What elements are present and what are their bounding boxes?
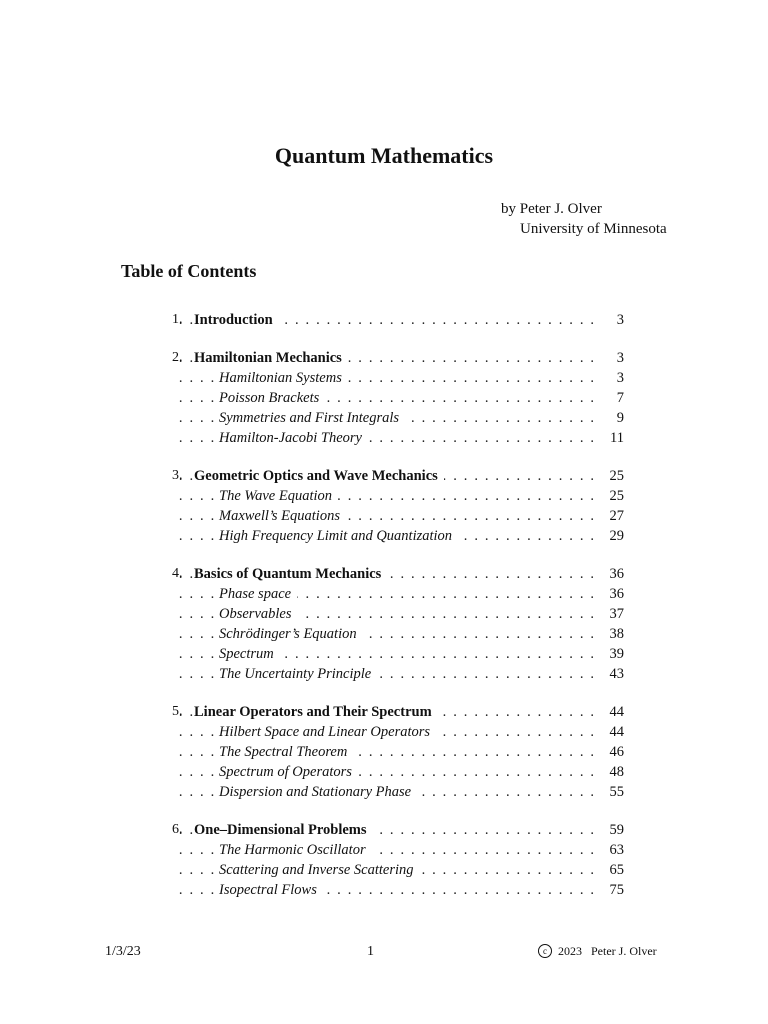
toc-heading: Table of Contents — [121, 261, 257, 281]
toc-subsection-entry[interactable] — [172, 860, 624, 880]
subsection-title: Hilbert Space and Linear Operators — [219, 722, 436, 742]
author-affiliation: University of Minnesota — [520, 221, 667, 237]
subsection-page: 39 — [604, 644, 625, 664]
section-title: Hamiltonian Mechanics — [194, 348, 348, 368]
subsection-page: 63 — [604, 840, 625, 860]
toc-subsection-entry[interactable] — [172, 840, 624, 860]
toc-subsection-entry[interactable] — [172, 644, 624, 664]
subsection-title: Spectrum of Operators — [219, 762, 358, 782]
toc-subsection-entry[interactable] — [172, 604, 624, 624]
toc-section-entry[interactable] — [172, 820, 624, 840]
toc-subsection-entry[interactable] — [172, 368, 624, 388]
section-number: 3. — [172, 468, 183, 483]
subsection-page: 48 — [604, 762, 625, 782]
subsection-page: 75 — [604, 880, 625, 900]
section-number: 6. — [172, 822, 183, 837]
subsection-title: Dispersion and Stationary Phase — [219, 782, 417, 802]
table-of-contents — [172, 310, 624, 918]
toc-subsection-entry[interactable] — [172, 782, 624, 802]
subsection-page: 7 — [611, 388, 624, 408]
section-page: 3 — [611, 310, 624, 330]
toc-subsection-entry[interactable] — [172, 388, 624, 408]
subsection-page: 25 — [604, 486, 625, 506]
toc-subsection-entry[interactable] — [172, 624, 624, 644]
subsection-title: Poisson Brackets — [219, 388, 325, 408]
section-number: 2. — [172, 350, 183, 365]
subsection-title: Symmetries and First Integrals — [219, 408, 405, 428]
toc-section-entry[interactable] — [172, 564, 624, 584]
subsection-page: 3 — [611, 368, 624, 388]
toc-section-entry[interactable] — [172, 310, 624, 330]
section-title: Geometric Optics and Wave Mechanics — [194, 466, 444, 486]
toc-subsection-entry[interactable] — [172, 428, 624, 448]
subsection-page: 11 — [604, 428, 624, 448]
subsection-title: Scattering and Inverse Scattering — [219, 860, 420, 880]
subsection-title: Spectrum — [219, 644, 280, 664]
toc-section — [172, 466, 624, 546]
toc-subsection-entry[interactable] — [172, 526, 624, 546]
toc-section — [172, 310, 624, 330]
copyright-owner: Peter J. Olver — [591, 944, 657, 958]
section-title: Linear Operators and Their Spectrum — [194, 702, 438, 722]
subsection-page: 43 — [604, 664, 625, 684]
subsection-title: Isopectral Flows — [219, 880, 323, 900]
subsection-page: 65 — [604, 860, 625, 880]
section-title: Introduction — [194, 310, 279, 330]
copyright-icon: c — [538, 944, 552, 958]
toc-section — [172, 702, 624, 802]
subsection-page: 55 — [604, 782, 625, 802]
toc-subsection-entry[interactable] — [172, 408, 624, 428]
subsection-page: 38 — [604, 624, 625, 644]
subsection-title: The Wave Equation — [219, 486, 338, 506]
toc-subsection-entry[interactable] — [172, 742, 624, 762]
subsection-title: Observables — [219, 604, 298, 624]
toc-subsection-entry[interactable] — [172, 486, 624, 506]
footer-date: 1/3/23 — [105, 944, 141, 959]
toc-section-entry[interactable] — [172, 702, 624, 722]
subsection-page: 27 — [604, 506, 625, 526]
subsection-title: Maxwell’s Equations — [219, 506, 346, 526]
section-page: 36 — [604, 564, 625, 584]
section-title: One–Dimensional Problems — [194, 820, 373, 840]
footer-copyright — [538, 944, 657, 959]
toc-subsection-entry[interactable] — [172, 722, 624, 742]
toc-section-entry[interactable] — [172, 466, 624, 486]
toc-section — [172, 564, 624, 684]
subsection-page: 29 — [604, 526, 625, 546]
toc-subsection-entry[interactable] — [172, 506, 624, 526]
toc-subsection-entry[interactable] — [172, 584, 624, 604]
subsection-title: Phase space — [219, 584, 297, 604]
subsection-title: Hamiltonian Systems — [219, 368, 348, 388]
section-title: Basics of Quantum Mechanics — [194, 564, 387, 584]
footer-page-number: 1 — [367, 944, 374, 959]
section-number: 5. — [172, 704, 183, 719]
subsection-title: The Uncertainty Principle — [219, 664, 377, 684]
author-name: by Peter J. Olver — [501, 201, 602, 217]
toc-section-entry[interactable] — [172, 348, 624, 368]
toc-section — [172, 348, 624, 448]
section-page: 25 — [604, 466, 625, 486]
subsection-title: Schrödinger’s Equation — [219, 624, 363, 644]
toc-section — [172, 820, 624, 900]
subsection-page: 36 — [604, 584, 625, 604]
subsection-title: Hamilton-Jacobi Theory — [219, 428, 368, 448]
copyright-year: 2023 — [558, 944, 582, 958]
section-page: 59 — [604, 820, 625, 840]
section-page: 3 — [611, 348, 624, 368]
document-title: Quantum Mathematics — [274, 143, 494, 168]
toc-subsection-entry[interactable] — [172, 664, 624, 684]
subsection-page: 44 — [604, 722, 625, 742]
subsection-title: The Spectral Theorem — [219, 742, 353, 762]
toc-subsection-entry[interactable] — [172, 762, 624, 782]
section-page: 44 — [604, 702, 625, 722]
subsection-title: The Harmonic Oscillator — [219, 840, 372, 860]
subsection-page: 9 — [611, 408, 624, 428]
subsection-title: High Frequency Limit and Quantization — [219, 526, 458, 546]
subsection-page: 37 — [604, 604, 625, 624]
section-number: 4. — [172, 566, 183, 581]
section-number: 1. — [172, 312, 183, 327]
subsection-page: 46 — [604, 742, 625, 762]
toc-subsection-entry[interactable] — [172, 880, 624, 900]
